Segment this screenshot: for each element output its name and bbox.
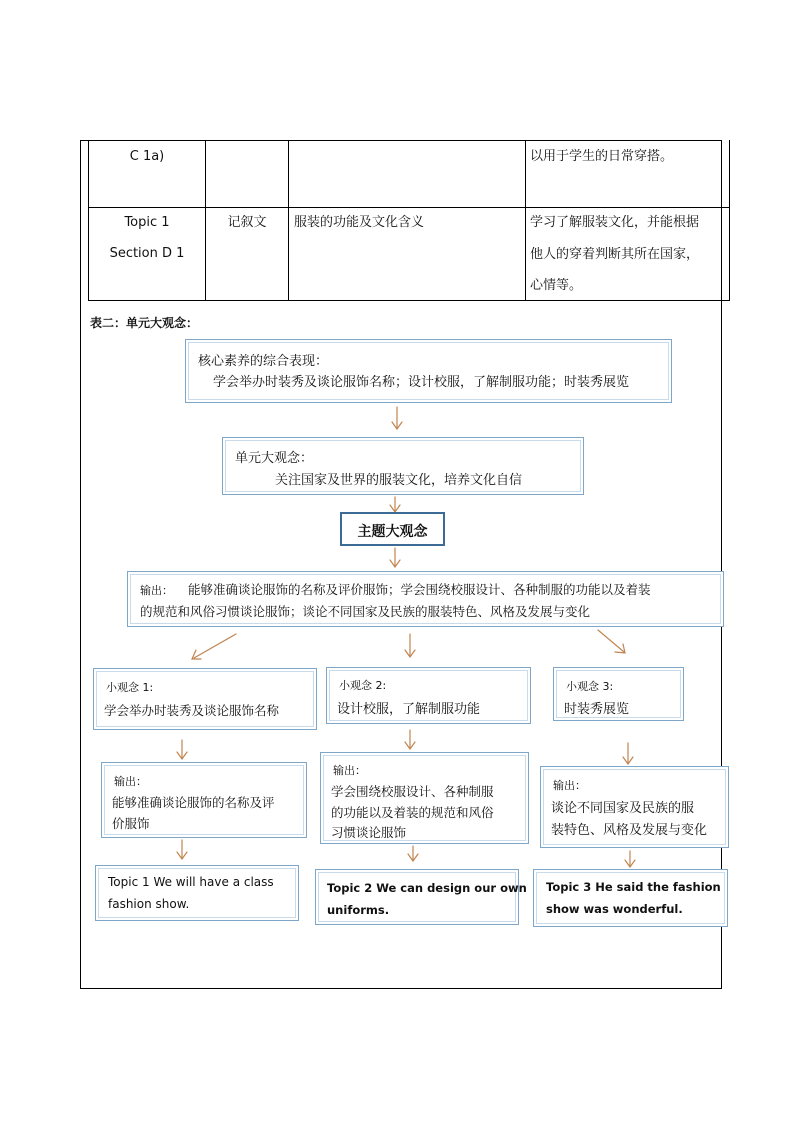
small-idea-3-label: 小观念 3: (566, 680, 614, 693)
output-main-line2: 的规范和风俗习惯谈论服饰；谈论不同国家及民族的服装特色、风格及发展与变化 (140, 604, 591, 619)
arrow-output1-to-topic1 (177, 840, 187, 859)
topic-1-line2: fashion show. (108, 897, 190, 911)
arrow-output-to-small2 (405, 634, 415, 657)
output-2-line3: 习惯谈论服饰 (331, 825, 407, 840)
topic-2-line1: Topic 2 We can design our own (327, 881, 527, 895)
topic-2-box (315, 869, 527, 925)
row1-goal: 以用于学生的日常穿搭。 (530, 149, 674, 164)
row1-topic: C 1a) (129, 149, 165, 164)
output-main-box (127, 571, 724, 627)
core-literacy-box (185, 339, 672, 403)
arrow-output-to-small1 (192, 634, 236, 659)
topic-1-line1: Topic 1 We will have a class (108, 875, 274, 889)
small-idea-2-label: 小观念 2: (339, 679, 387, 692)
unit-big-idea-box (222, 437, 584, 495)
output-main-line1: 能够准确谈论服饰的名称及评价服饰；学会围绕校服设计、各种制服的功能以及着装 (188, 582, 651, 597)
arrow-unit-to-theme (390, 497, 400, 512)
arrow-output3-to-topic3 (625, 851, 635, 867)
arrow-small2-to-output2 (405, 730, 415, 749)
output-main-label: 输出： (140, 584, 173, 597)
topic-3-line2: show was wonderful. (546, 902, 683, 916)
topic-3-line1: Topic 3 He said the fashion (546, 880, 721, 894)
output-2-box (320, 752, 529, 844)
output-1-line1: 能够准确谈论服饰的名称及评 (112, 795, 275, 810)
output-3-line1: 谈论不同国家及民族的服 (551, 801, 695, 816)
theme-big-idea-label: 主题大观念 (357, 524, 428, 540)
arrow-core-to-unit (392, 407, 402, 429)
output-3-label: 输出： (553, 779, 586, 792)
small-idea-1-box (93, 668, 317, 730)
output-1-line2: 价服饰 (112, 816, 150, 831)
row2-goal-line2: 他人的穿着判断其所在国家， (530, 247, 700, 262)
arrow-theme-to-output (390, 548, 400, 567)
output-1-label: 输出： (114, 775, 147, 788)
output-3-box (540, 766, 729, 848)
row2-goal-line3: 心情等。 (530, 278, 583, 293)
row2-goal-line1: 学习了解服装文化，并能根据 (530, 215, 700, 230)
theme-big-idea-box (340, 512, 445, 546)
row2-genre: 记叙文 (227, 215, 267, 230)
output-1-box (101, 762, 307, 838)
output-2-line2: 的功能以及着装的规范和风俗 (331, 805, 494, 820)
core-literacy-label: 核心素养的综合表现： (198, 354, 329, 369)
small-idea-2-text: 设计校服，了解制服功能 (337, 702, 481, 717)
output-2-line1: 学会围绕校服设计、各种制服 (331, 784, 494, 799)
unit-big-idea-text: 关注国家及世界的服装文化，培养文化自信 (275, 473, 523, 488)
unit-big-idea-label: 单元大观念： (235, 451, 314, 466)
small-idea-3-box (553, 667, 684, 721)
arrow-output2-to-topic2 (408, 846, 418, 861)
arrow-output-to-small3 (598, 630, 625, 653)
output-3-line2: 装特色、风格及发展与变化 (551, 823, 708, 838)
small-idea-1-label: 小观念 1: (106, 681, 154, 694)
topic-3-box (533, 869, 728, 927)
output-2-label: 输出： (333, 764, 366, 777)
core-literacy-text: 学会举办时装秀及谈论服饰名称；设计校服，了解制服功能；时装秀展览 (213, 375, 630, 390)
topic-2-line2: uniforms. (327, 903, 390, 917)
arrow-small1-to-output1 (177, 740, 187, 759)
topic-1-box (95, 865, 299, 921)
row2-content: 服装的功能及文化含义 (294, 215, 425, 230)
arrow-small3-to-output3 (623, 743, 633, 764)
row2-topic-line1: Topic 1 (124, 215, 170, 230)
small-idea-3-text: 时装秀展览 (564, 702, 630, 717)
row2-topic-line2: Section D 1 (109, 246, 185, 261)
small-idea-2-box (326, 667, 531, 724)
section-title: 表二：单元大观念： (90, 316, 199, 330)
small-idea-1-text: 学会举办时装秀及谈论服饰名称 (104, 703, 280, 718)
